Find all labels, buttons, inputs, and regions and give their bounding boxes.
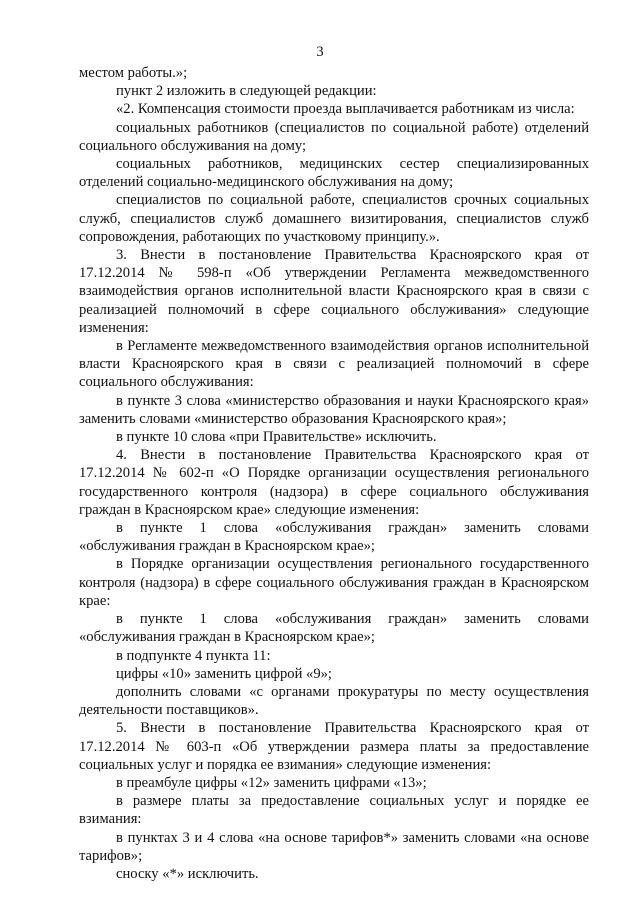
paragraph: пункт 2 изложить в следующей редакции:: [116, 83, 377, 100]
paragraph: сноску «*» исключить.: [116, 865, 259, 882]
paragraph: социальных работников, медицинских сестер специализированных отделений социально-медицинского обслуживания на дому;: [79, 156, 589, 191]
document-body: [79, 64, 589, 883]
paragraph: в пункте 10 слова «при Правительстве» исключить.: [116, 429, 437, 446]
paragraph: дополнить словами «с органами прокуратуры по месту осуществления деятельности поставщиков».: [79, 683, 589, 719]
paragraph: в Регламенте межведомственного взаимодействия органов исполнительной власти Красноярского края в связи с реализацией полномочий в сфере социального обслуживания:: [79, 338, 589, 391]
paragraph: 4. Внести в постановление Правительства Красноярского края от 17.12.2014 № 602-п «О Порядке организации осуществления регионального государственного контроля (надзора) в сфере социального обслуживания граждан в Красноярском крае» следующие изменения:: [79, 447, 589, 518]
paragraph: цифры «10» заменить цифрой «9»;: [116, 665, 332, 682]
paragraph: социальных работников (специалистов по социальной работе) отделений социального обслуживания на дому;: [79, 119, 589, 154]
paragraph: в Порядке организации осуществления регионального государственного контроля (надзора) в сфере социального обслуживания граждан в Красноярском крае:: [79, 556, 589, 609]
paragraph: в пункте 3 слова «министерство образования и науки Красноярского края» заменить словами «министерство образования Красноярского края»;: [79, 392, 589, 427]
paragraph: «2. Компенсация стоимости проезда выплачивается работникам из числа:: [116, 101, 575, 118]
paragraph: местом работы.»;: [79, 65, 188, 81]
paragraph: в подпункте 4 пункта 11:: [116, 647, 271, 664]
paragraph: 3. Внести в постановление Правительства Красноярского края от 17.12.2014 № 598-п «Об утверждении Регламента межведомственного взаимодействия органов исполнительной власти Красноярского края в связи с реализацией полномочий в сфере социального обслуживания» следующие изменения:: [79, 247, 589, 336]
paragraph: в пункте 1 слова «обслуживания граждан» заменить словами «обслуживания граждан в Красноярском крае»;: [79, 611, 589, 646]
paragraph: в пункте 1 слова «обслуживания граждан» заменить словами «обслуживания граждан в Красноярском крае»;: [79, 520, 589, 555]
paragraph: в преамбуле цифры «12» заменить цифрами «13»;: [116, 774, 427, 791]
page-number: 3: [316, 44, 324, 60]
paragraph: в пунктах 3 и 4 слова «на основе тарифов*» заменить словами «на основе тарифов»;: [79, 829, 589, 864]
paragraph: 5. Внести в постановление Правительства Красноярского края от 17.12.2014 № 603-п «Об утверждении размера платы за предоставление социальных услуг и порядка ее взимания» следующие изменения:: [79, 720, 589, 773]
paragraph: специалистов по социальной работе, специалистов срочных социальных служб, специалистов служб домашнего визитирования, специалистов служб сопровождения, работающих по участковому принципу.».: [79, 192, 589, 245]
paragraph: в размере платы за предоставление социальных услуг и порядке ее взимания:: [79, 793, 589, 828]
